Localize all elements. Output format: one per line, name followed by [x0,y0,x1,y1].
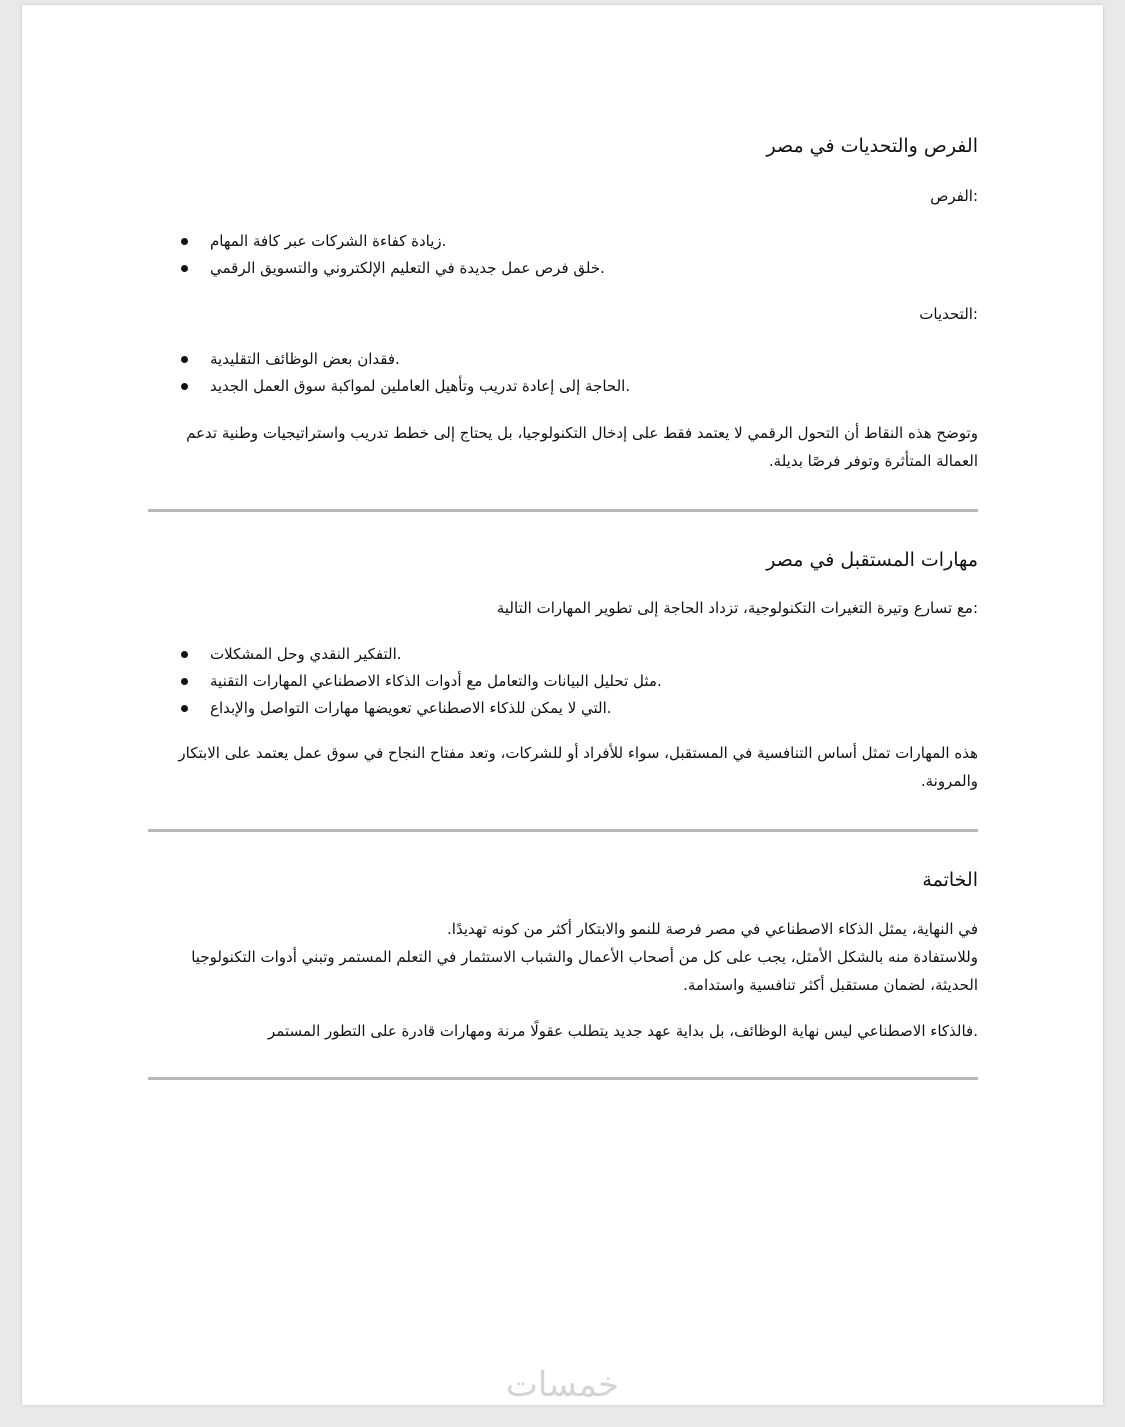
challenges-label: :التحديات [919,305,978,323]
list-item-text: .التفكير النقدي وحل المشكلات [210,645,402,663]
list-item [148,695,978,722]
skills-list [148,641,978,722]
skills-summary-paragraph [178,739,978,795]
document-page [22,5,1103,1405]
list-item-text: .فقدان بعض الوظائف التقليدية [210,350,400,368]
conclusion-final-paragraph [178,1017,978,1045]
bullet-icon [181,238,188,245]
bullet-icon [181,705,188,712]
bullet-icon [181,383,188,390]
list-item [148,373,978,400]
bullet-icon [181,265,188,272]
paragraph-text: وللاستفادة منه بالشكل الأمثل، يجب على كل من أصحاب الأعمال والشباب الاستثمار في التعلم المستمر وتبني أدوات التكنولوجيا الحديثة، لضمان مستقبل أكثر تنافسية واستدامة. [191,948,978,994]
paragraph-text: في النهاية، يمثل الذكاء الاصطناعي في مصر فرصة للنمو والابتكار أكثر من كونه تهديدًا. [447,920,978,938]
list-item-text: .الحاجة إلى إعادة تدريب وتأهيل العاملين لمواكبة سوق العمل الجديد [210,377,631,395]
paragraph-text: هذه المهارات تمثل أساس التنافسية في المستقبل، سواء للأفراد أو للشركات، وتعد مفتاح النجاح في سوق عمل يعتمد على الابتكار والمرونة. [178,744,978,790]
challenges-list [148,346,978,400]
list-item-text: .زيادة كفاءة الشركات عبر كافة المهام [210,232,447,250]
opportunities-label: :الفرص [930,187,978,205]
list-item [148,641,978,668]
list-item [148,346,978,373]
section-title-conclusion: الخاتمة [922,869,978,891]
list-item [148,668,978,695]
skills-intro: :مع تسارع وتيرة التغيرات التكنولوجية، تزداد الحاجة إلى تطوير المهارات التالية [496,599,978,617]
list-item-text: .خلق فرص عمل جديدة في التعليم الإلكتروني والتسويق الرقمي [210,259,605,277]
section-divider [148,829,978,832]
opportunities-summary-paragraph [178,419,978,475]
paragraph-text: وتوضح هذه النقاط أن التحول الرقمي لا يعتمد فقط على إدخال التكنولوجيا، بل يحتاج إلى خطط تدريب واستراتيجيات وطنية تدعم العمالة المتأثرة وتوفر فرصًا بديلة. [186,424,978,470]
bullet-icon [181,678,188,685]
list-item [148,255,978,282]
list-item [148,228,978,255]
bullet-icon [181,651,188,658]
section-title-opportunities-challenges: الفرص والتحديات في مصر [766,135,978,157]
watermark-logo: خمسات [505,1365,620,1405]
section-title-future-skills: مهارات المستقبل في مصر [766,549,978,571]
list-item-text: .التي لا يمكن للذكاء الاصطناعي تعويضها مهارات التواصل والإبداع [210,699,612,717]
bullet-icon [181,356,188,363]
paragraph-text: .فالذكاء الاصطناعي ليس نهاية الوظائف، بل بداية عهد جديد يتطلب عقولًا مرنة ومهارات قادرة على التطور المستمر [268,1022,978,1040]
conclusion-paragraph [178,915,978,999]
section-divider [148,1077,978,1080]
section-divider [148,509,978,512]
opportunities-list [148,228,978,282]
list-item-text: .مثل تحليل البيانات والتعامل مع أدوات الذكاء الاصطناعي المهارات التقنية [210,672,662,690]
